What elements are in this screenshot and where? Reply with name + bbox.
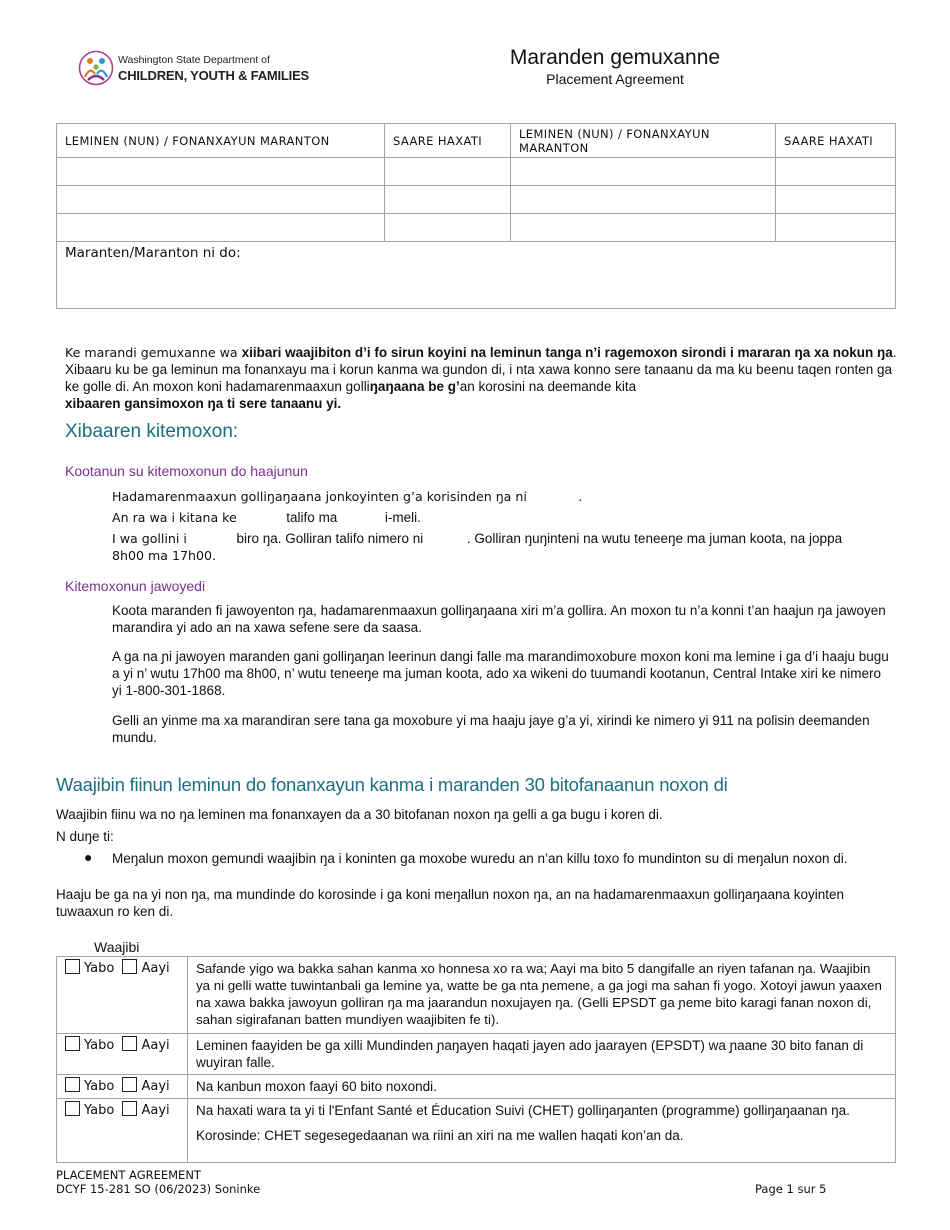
col-header-name-1: LEMINEN (NUN) / FONANXAYUN MARANTON — [57, 124, 385, 158]
dcyf-logo-icon — [78, 50, 114, 86]
col-header-name-2: LEMINEN (NUN) / FONANXAYUN MARANTON — [511, 124, 776, 158]
office-text: I wa gollini i — [112, 531, 187, 546]
reach-text: i-meli. — [384, 510, 421, 525]
yes-no-cell — [57, 1034, 188, 1075]
dob-field[interactable] — [385, 158, 511, 186]
no-label: Aayi — [141, 1079, 170, 1094]
emergency-paragraph-1: Koota maranden fi jawoyenton ŋa, hadamarenmaaxun golliŋaŋaana xiri m’a gollira. An moxon tu n’a konni t’an haajun ŋa jawoyen marandira yi ado an na xawa sefene sere da saasa. — [112, 603, 886, 635]
intro-text: . Xibaaru ku be ga leminun ma fonanxayu ma i korun kanma wa gundon di, i nta xawa konno sere tanaanu da ma ku beenu taqen ronten ga ke golle di. An moxon koni hadamarenmaaxun golli — [65, 345, 897, 394]
requirements-followup: Haaju be ga na yi non ŋa, ma mundinde do korosinde i ga koni meŋallun noxon ŋa, an na hadamarenmaaxun golliŋaŋaana koyinten tuwaaxun ro ken di. — [56, 887, 845, 919]
no-checkbox[interactable] — [122, 959, 137, 974]
worker-contact-text: Hadamarenmaaxun golliŋaŋaana jonkoyinten g’a korisinden ŋa ni — [112, 489, 527, 504]
logo-text-line1: Washington State Department of — [118, 54, 270, 66]
name-field[interactable] — [511, 214, 776, 242]
name-field[interactable] — [57, 186, 385, 214]
no-label: Aayi — [141, 961, 170, 976]
yes-label: Yabo — [84, 1103, 115, 1118]
requirements-intro: Waajibin fiinu wa no ŋa leminen ma fonanxayen da a 30 bitofanan noxon ŋa gelli a ga bugu i koren di. — [56, 807, 663, 822]
children-caregivers-table — [56, 123, 896, 309]
reach-line — [112, 509, 902, 526]
yes-label: Yabo — [84, 1038, 115, 1053]
footer-form-number: DCYF 15-281 SO (06/2023) Soninke — [56, 1182, 261, 1196]
intro-bold: xibaaren gansimoxon ŋa ti sere tanaanu yi — [65, 396, 338, 411]
yes-no-cell — [57, 957, 188, 1034]
footer-form-title: PLACEMENT AGREEMENT — [56, 1168, 201, 1182]
emergency-contact-subheading: Kitemoxonun jawoyedi — [65, 578, 206, 594]
document-subtitle: Placement Agreement — [546, 71, 684, 87]
requirement-text: Safande yigo wa bakka sahan kanma xo honnesa xo ra wa; Aayi ma bito 5 dangifalle an riyen tafanan ŋa. Waajibin ya ni gelli watte tuwintanbali ga lemine ya, watte be ga nta ɲemene, a ga jogi ma sahan fi yogo. Xotoyi jawun yaaxen na xawa bakka jawoyun golliran ŋa ma jaarandun noxujayen ŋa. (Gelli EPSDT ga ɲeme bito karagi fanan noxon di, sahan sigirafanan batten mundiyen waajibiten fe ti). — [188, 957, 896, 1034]
caregiver-notes-label: Maranten/Maranton ni do: — [65, 245, 241, 261]
yes-checkbox[interactable] — [65, 1036, 80, 1051]
intro-bold: ŋaŋaana be g’ — [369, 379, 460, 394]
dob-field[interactable] — [385, 214, 511, 242]
bullet-icon: ● — [84, 849, 93, 865]
name-field[interactable] — [57, 214, 385, 242]
requirements-table-label: Waajibi — [94, 939, 140, 955]
no-label: Aayi — [141, 1103, 170, 1118]
requirement-text: Leminen faayiden be ga xilli Mundinden ɲaŋayen haqati jayen ado jaarayen (EPSDT) wa ɲaane 30 bito fanan di wuyiran falle. — [188, 1034, 896, 1075]
col-header-dob-1: SAARE HAXATI — [385, 124, 511, 158]
yes-checkbox[interactable] — [65, 1077, 80, 1092]
dob-field[interactable] — [776, 214, 896, 242]
no-checkbox[interactable] — [122, 1036, 137, 1051]
requirements-heading: Waajibin fiinun leminun do fonanxayun kanma i maranden 30 bitofanaanun noxon di — [56, 774, 728, 795]
no-checkbox[interactable] — [122, 1077, 137, 1092]
name-field[interactable] — [57, 158, 385, 186]
intro-text: . — [337, 396, 342, 411]
dob-field[interactable] — [385, 186, 511, 214]
office-line — [112, 530, 902, 564]
requirements-table — [56, 956, 896, 1163]
requirement-note: Korosinde: CHET segesegedaanan wa riini an xiri na me wallen haqati kon’an da. — [196, 1128, 684, 1143]
footer-page-number: Page 1 sur 5 — [755, 1182, 827, 1196]
intro-text: an korosini na deemande kita — [459, 379, 637, 394]
yes-label: Yabo — [84, 1079, 115, 1094]
no-label: Aayi — [141, 1038, 170, 1053]
yes-checkbox[interactable] — [65, 1101, 80, 1116]
dcyf-logo — [78, 50, 310, 88]
emergency-paragraph-2: A ga na ɲi jawoyen maranden gani golliŋaŋan leerinun dangi falle ma marandimoxobure moxon koni ma lemine i ga d’i haaju bugu a yi n’ wutu 17h00 ma 8h00, n’ wutu teneeŋe ma juman koota, ado xa wikeni do tuumandi kootanun, Central Intake xiri ke nimero yi 1-800-301-1868. — [112, 649, 889, 698]
intro-paragraph — [65, 344, 897, 412]
requirements-bullet: Meŋalun moxon gemundi waajibin ŋa i koninten ga moxobe wuredu an n’an killu toxo fo mundinton su di meŋalun noxon di. — [112, 851, 848, 866]
requirement-text-cell — [188, 1099, 896, 1163]
intro-bold: xiibari waajibiton d’i fo sirun koyini na leminun tanga n’i ragemoxon sirondi i mararan ŋa xa nokun ŋa — [241, 345, 893, 360]
yes-label: Yabo — [84, 961, 115, 976]
dob-field[interactable] — [776, 186, 896, 214]
requirement-text: Na haxati wara ta yi ti l'Enfant Santé et Éducation Suivi (CHET) golliŋaŋanten (programme) golliŋaŋaanan ŋa. — [196, 1103, 850, 1118]
col-header-dob-2: SAARE HAXATI — [776, 124, 896, 158]
document-title: Maranden gemuxanne — [509, 46, 721, 69]
worker-contact-line — [112, 488, 902, 505]
office-hours-text: 8h00 ma 17h00. — [112, 548, 217, 563]
no-checkbox[interactable] — [122, 1101, 137, 1116]
intro-text: Ke marandi gemuxanne wa — [65, 345, 242, 360]
name-field[interactable] — [511, 158, 776, 186]
office-text: biro ŋa. Golliran talifo nimero ni — [236, 531, 424, 546]
reach-text: An ra wa i kitana ke — [112, 510, 237, 525]
dob-field[interactable] — [776, 158, 896, 186]
office-hours-subheading: Kootanun su kitemoxonun do haajunun — [65, 463, 308, 479]
name-field[interactable] — [511, 186, 776, 214]
contact-info-heading: Xibaaren kitemoxon: — [65, 421, 239, 442]
requirement-text: Na kanbun moxon faayi 60 bito noxondi. — [188, 1075, 896, 1099]
yes-no-cell — [57, 1075, 188, 1099]
caregiver-notes-field[interactable] — [57, 242, 896, 309]
requirements-note: N duŋe ti: — [56, 829, 114, 844]
reach-text: talifo ma — [286, 510, 338, 525]
office-text: . Golliran ŋuŋinteni na wutu teneeŋe ma juman koota, na joppa — [466, 531, 843, 546]
yes-no-cell — [57, 1099, 188, 1163]
period: . — [578, 489, 583, 504]
logo-text-line2: CHILDREN, YOUTH & FAMILIES — [118, 68, 310, 83]
yes-checkbox[interactable] — [65, 959, 80, 974]
emergency-paragraph-3: Gelli an yinme ma xa marandiran sere tana ga moxobure yi ma haaju jaye g’a yi, xirindi ke nimero yi 911 na polisin deemanden mundu. — [112, 713, 870, 745]
